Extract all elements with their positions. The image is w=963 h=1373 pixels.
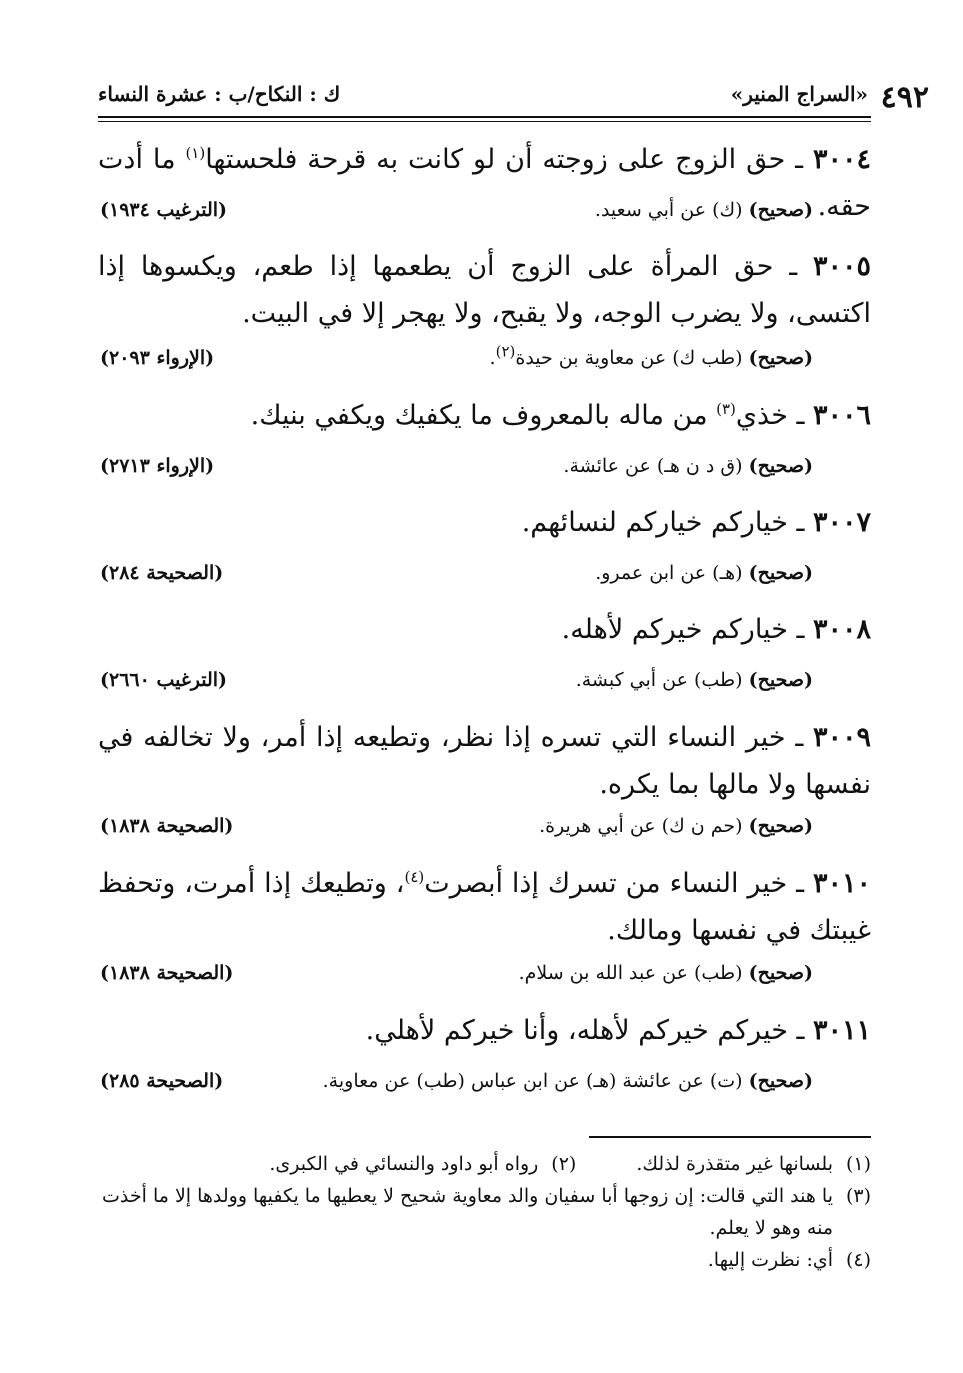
footnote-text: أي: نظرت إليها. <box>707 1249 833 1271</box>
grade-source: (طب) عن أبي كبشة. <box>575 669 749 691</box>
grade-line-3009 <box>100 815 813 845</box>
grade-reference: (الإرواء ٢٠٩٣) <box>100 347 215 369</box>
grade-label: (صحيح) <box>748 199 813 221</box>
grade-source: (ك) عن أبي سعيد. <box>594 199 749 221</box>
chapter-title: ك : النكاح/ب : عشرة النساء <box>98 82 341 106</box>
hadith-3010: ٣٠١٠ ـ خير النساء من تسرك إذا أبصرت$^{(٤)}$، وتطيعك إذا أمرت، وتحفظ غيبتك في نفسها ومالك. <box>98 868 872 946</box>
page-header <box>98 68 963 114</box>
grade-line-3008 <box>100 669 813 699</box>
hadith-text-end: من ماله بالمعروف ما يكفيك ويكفي بنيك. <box>250 400 717 431</box>
header-rule <box>98 116 871 118</box>
footnote-4 <box>98 1244 871 1276</box>
grade-reference: (الصحيحة ٢٨٥) <box>100 1070 224 1092</box>
grade-reference: (الترغيب ١٩٣٤) <box>100 199 228 221</box>
footnote-text: يا هند التي قالت: إن زوجها أبا سفيان والد معاوية شحيح لا يعطيها ما يكفيها وولدها إلا ما أخذت منه وهو لا يعلم. <box>102 1185 833 1239</box>
grade-reference: (الإرواء ٢٧١٣) <box>100 455 215 477</box>
footnote-text: بلسانها غير متقذرة لذلك. <box>636 1153 833 1175</box>
hadith-text-end: ، وتطيعك إذا أمرت، وتحفظ غيبتك في نفسها ومالك. <box>98 868 871 946</box>
grade-label: (صحيح) <box>748 562 813 584</box>
hadith-text: خير النساء التي تسره إذا نظر، وتطيعه إذا أمر، ولا تخالفه في نفسها ولا مالها بما يكره. <box>98 722 871 800</box>
footnote-row-1-2 <box>98 1148 871 1180</box>
hadith-text: خير النساء من تسرك إذا أبصرت <box>424 868 788 899</box>
footnote-marker: (٣) <box>845 1185 871 1207</box>
grade-label: (صحيح) <box>748 962 813 984</box>
hadith-number: ٣٠١١ <box>812 1015 871 1046</box>
grade-label: (صحيح) <box>748 815 813 837</box>
footnote-ref: (٢) <box>495 342 516 361</box>
grade-source: (طب ك) عن معاوية بن حيدة <box>515 347 749 369</box>
header-rule-thin <box>98 121 871 122</box>
grade-label: (صحيح) <box>748 347 813 369</box>
hadith-number: ٣٠٠٦ <box>812 400 871 431</box>
grade-reference: (الترغيب ٢٦٦٠) <box>100 669 228 691</box>
footnote-3 <box>98 1180 871 1244</box>
grade-line-3006 <box>100 455 813 485</box>
footnote-ref: (٤) <box>404 868 425 886</box>
hadith-3007: ٣٠٠٧ ـ خياركم خياركم لنسائهم. <box>521 507 871 538</box>
grade-source: (حم ن ك) عن أبي هريرة. <box>539 815 749 837</box>
hadith-number: ٣٠٠٨ <box>812 614 871 645</box>
hadith-number: ٣٠٠٥ <box>812 251 871 282</box>
grade-label: (صحيح) <box>748 669 813 691</box>
footnote-ref: (٣) <box>716 400 736 418</box>
grade-source: (ق د ن هـ) عن عائشة. <box>563 455 749 477</box>
grade-reference: (الصحيحة ١٨٣٨) <box>100 962 234 984</box>
footnote-marker: (٤) <box>845 1249 871 1271</box>
hadith-text: خيركم خيركم لأهله، وأنا خيركم لأهلي. <box>365 1015 788 1046</box>
hadith-text: خياركم خياركم لنسائهم. <box>521 507 788 538</box>
hadith-3005: ٣٠٠٥ ـ حق المرأة على الزوج أن يطعمها إذا طعم، ويكسوها إذا اكتسى، ولا يضرب الوجه، ولا يقبح، ولا يهجر إلا في البيت. <box>98 251 871 329</box>
grade-line-3005 <box>100 342 813 377</box>
grade-reference: (الصحيحة ١٨٣٨) <box>100 815 234 837</box>
footnote-rule <box>589 1136 871 1138</box>
footnote-1 <box>636 1148 871 1180</box>
grade-label: (صحيح) <box>748 455 813 477</box>
book-title: «السراج المنير» <box>730 82 868 106</box>
grade-reference: (الصحيحة ٢٨٤) <box>100 562 224 584</box>
footnote-marker: (٢) <box>551 1153 577 1175</box>
hadith-3006: ٣٠٠٦ ـ خذي$^{(٣)}$ من ماله بالمعروف ما يكفيك ويكفي بنيك. <box>250 400 871 431</box>
hadith-text-end: ما أدت حقه. <box>98 144 871 222</box>
hadith-number: ٣٠١٠ <box>813 868 872 899</box>
grade-source: (ت) عن عائشة (هـ) عن ابن عباس (طب) عن معاوية. <box>322 1070 749 1092</box>
page-number: ٤٩٢ <box>880 80 929 115</box>
hadith-number: ٣٠٠٤ <box>812 144 871 175</box>
grade-label: (صحيح) <box>748 1070 813 1092</box>
grade-end: . <box>489 347 496 369</box>
grade-line-3007 <box>100 562 813 592</box>
grade-line-3010 <box>100 962 813 992</box>
footnotes <box>98 1148 871 1276</box>
hadith-text: خياركم خيركم لأهله. <box>561 614 788 645</box>
hadith-3008: ٣٠٠٨ ـ خياركم خيركم لأهله. <box>561 614 871 645</box>
grade-line-3004 <box>100 199 813 229</box>
hadith-number: ٣٠٠٩ <box>812 722 871 753</box>
hadith-number: ٣٠٠٧ <box>812 507 871 538</box>
hadith-text: حق المرأة على الزوج أن يطعمها إذا طعم، ويكسوها إذا اكتسى، ولا يضرب الوجه، ولا يقبح، ولا يهجر إلا في البيت. <box>98 251 871 329</box>
hadith-text: خذي <box>735 400 788 431</box>
hadith-text: حق الزوج على زوجته أن لو كانت به قرحة فلحستها <box>205 144 786 175</box>
grade-line-3011 <box>100 1070 813 1100</box>
footnote-marker: (١) <box>845 1153 871 1175</box>
footnote-ref: (١) <box>185 144 206 162</box>
hadith-3004: ٣٠٠٤ ـ حق الزوج على زوجته أن لو كانت به قرحة فلحستها$^{(١)}$ ما أدت حقه. <box>98 144 871 222</box>
grade-source: (طب) عن عبد الله بن سلام. <box>518 962 749 984</box>
hadith-3009: ٣٠٠٩ ـ خير النساء التي تسره إذا نظر، وتطيعه إذا أمر، ولا تخالفه في نفسها ولا مالها بما يكره. <box>98 722 871 800</box>
footnote-text: رواه أبو داود والنسائي في الكبرى. <box>269 1153 539 1175</box>
hadith-3011: ٣٠١١ ـ خيركم خيركم لأهله، وأنا خيركم لأهلي. <box>365 1015 871 1046</box>
footnote-2 <box>269 1148 576 1180</box>
grade-source: (هـ) عن ابن عمرو. <box>595 562 749 584</box>
